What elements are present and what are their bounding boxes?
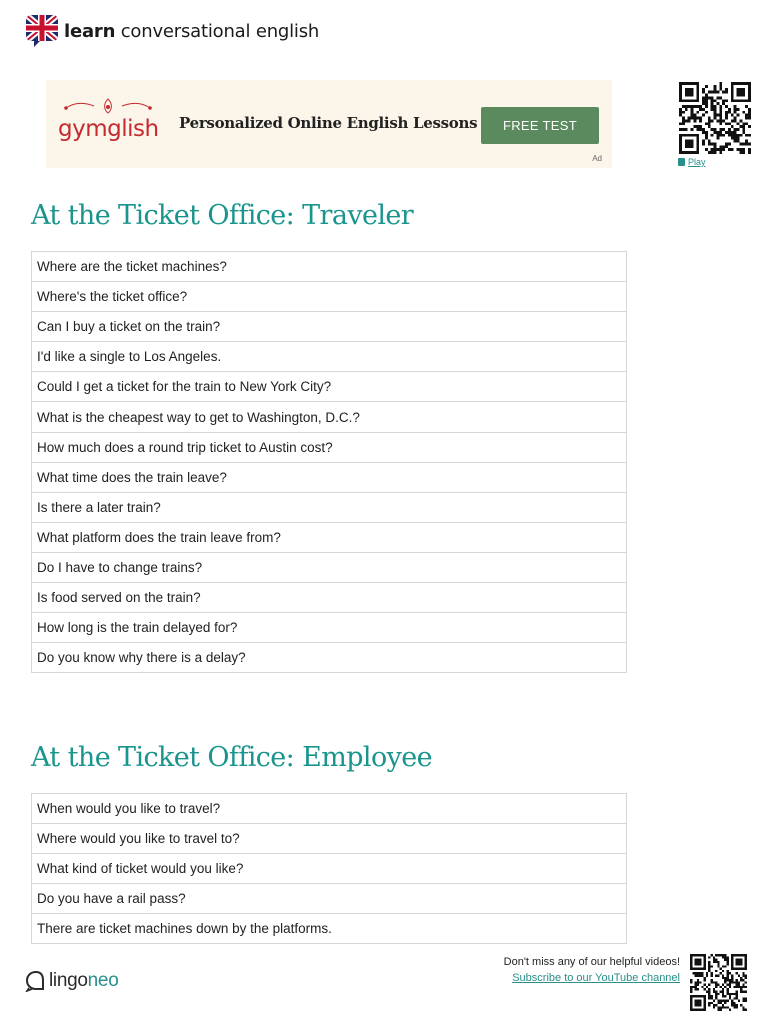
table-row: Is there a later train? [32,493,626,523]
play-store-icon [678,158,685,166]
table-row: Where are the ticket machines? [32,252,626,282]
table-row: What time does the train leave? [32,463,626,493]
qr-code-icon[interactable] [679,81,751,155]
table-row: Can I buy a ticket on the train? [32,312,626,342]
phrase-table-employee [31,793,627,944]
ad-headline: Personalized Online English Lessons [179,114,478,132]
gymglish-logo: gymglish [58,98,158,152]
table-row: Where's the ticket office? [32,282,626,312]
lingoneo-bubble-icon [25,970,47,992]
table-row: There are ticket machines down by the platforms. [32,914,626,944]
section-title-employee: At the Ticket Office: Employee [31,742,433,773]
table-row: What is the cheapest way to get to Washington, D.C.? [32,402,626,432]
free-test-button[interactable]: FREE TEST [481,107,599,144]
lingoneo-logo[interactable]: lingoneo [25,970,118,992]
uk-flag-speech-bubble-icon [25,14,59,48]
table-row: How much does a round trip ticket to Austin cost? [32,433,626,463]
ad-banner[interactable] [46,80,612,168]
qr-code-icon[interactable] [690,954,747,1011]
phrase-table-traveler [31,251,627,673]
table-row: Do I have to change trains? [32,553,626,583]
ornament-icon [58,98,158,114]
table-row: What kind of ticket would you like? [32,854,626,884]
cta-text: Don't miss any of our helpful videos! [503,956,680,968]
table-row: I'd like a single to Los Angeles. [32,342,626,372]
table-row: Where would you like to travel to? [32,824,626,854]
table-row: Do you have a rail pass? [32,884,626,914]
youtube-cta [504,954,680,986]
site-logo[interactable] [25,14,319,48]
table-row: How long is the train delayed for? [32,613,626,643]
logo-wordmark: learn conversational english [64,20,320,42]
table-row: Do you know why there is a delay? [32,643,626,673]
table-row: What platform does the train leave from? [32,523,626,553]
play-link[interactable]: Play [678,157,706,167]
table-row: Is food served on the train? [32,583,626,613]
youtube-subscribe-link[interactable]: Subscribe to our YouTube channel [512,972,680,984]
ad-tag: Ad [592,154,602,163]
section-title-traveler: At the Ticket Office: Traveler [31,200,414,231]
table-row: When would you like to travel? [32,794,626,824]
table-row: Could I get a ticket for the train to New York City? [32,372,626,402]
